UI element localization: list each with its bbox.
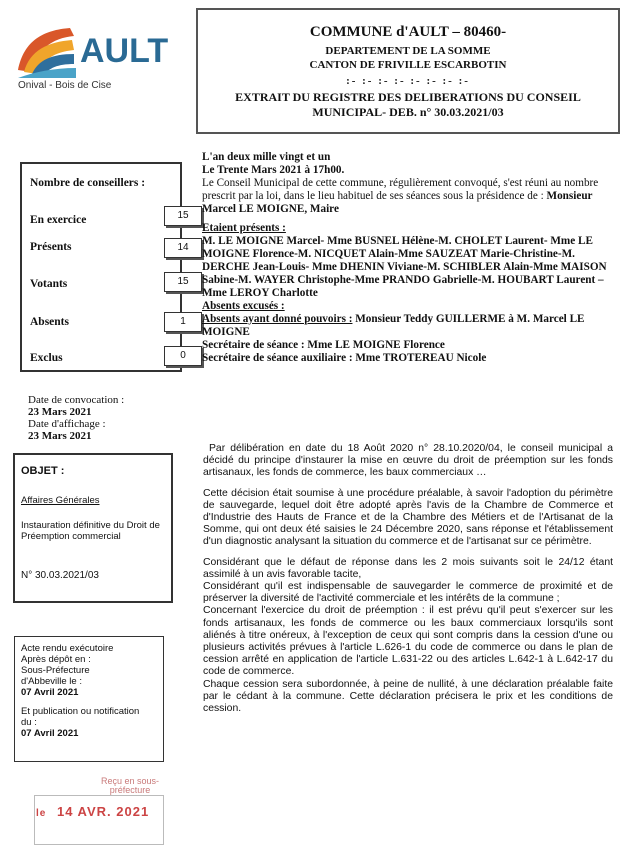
convocation-text: Le Conseil Municipal de cette commune, régulièrement convoqué, s'est réuni au nombre prescrit par la loi, dans le lieu habituel de ses séances sous la présidence de : xyxy=(202,177,599,202)
count-label-en-exercice: En exercice xyxy=(30,214,87,226)
counts-title: Nombre de conseillers : xyxy=(30,177,146,189)
acte-line-4: d'Abbeville le : xyxy=(21,676,82,687)
objet-title: OBJET : xyxy=(21,465,65,477)
paragraph-5: Concernant l'exercice du droit de préemption : il est prévu qu'il peut s'exercer sur les fonds artisanaux, les fonds de commerce ou les baux commerciaux lorsqu'ils sont aliénés à titre onéreux, à l'exception de ceux qui sont compris dans la cession d'une ou plusieurs activités prévues à l'article L.626-1 du code de commerce ou dans le plan de cession arrêté en application de l'article L.631-22 ou des articles L.642-1 à L.642-17 du code de commerce. xyxy=(203,605,613,678)
count-label-presents: Présents xyxy=(30,241,72,253)
deliberation-body xyxy=(203,443,613,715)
paragraph-6: Chaque cession sera subordonnée, à peine de nullité, à une déclaration préalable faite par le cédant à la commune. Cette déclaration précisera le prix et les conditions de cession. xyxy=(203,678,613,715)
objet-subject: Instauration définitive du Droit de Préemption commercial xyxy=(21,520,160,542)
ault-logo-icon xyxy=(14,20,184,82)
acte-line-2: Après dépôt en : xyxy=(21,654,91,665)
objet-box xyxy=(13,453,173,603)
count-label-absents: Absents xyxy=(30,316,69,328)
acte-date-depot: 07 Avril 2021 xyxy=(21,687,79,698)
count-value-presents: 14 xyxy=(164,238,202,258)
acte-line-3: Sous-Préfecture xyxy=(21,665,90,676)
secretaire-label: Secrétaire de séance : xyxy=(202,339,305,351)
acte-line-5: Et publication ou notification xyxy=(21,706,140,717)
paragraph-1: Par délibération en date du 18 Août 2020 n° 28.10.2020/04, le conseil municipal a décidé du principe d'instaurer la mise en œuvre du droit de préemption sur les fonds artisanaux, les fonds de commerce, les baux commerciaux … xyxy=(203,443,613,479)
secretaire-aux-label: Secrétaire de séance auxiliaire : xyxy=(202,352,353,364)
department: DEPARTEMENT DE LA SOMME xyxy=(325,45,491,57)
count-value-absents: 1 xyxy=(164,312,202,332)
presents-label: Etaient présents : xyxy=(202,222,286,234)
year-line: L'an deux mille vingt et un xyxy=(202,151,331,163)
objet-category: Affaires Générales xyxy=(21,495,100,506)
count-value-en-exercice: 15 xyxy=(164,206,202,226)
councillors-count-box xyxy=(20,162,189,372)
affichage-label: Date d'affichage : xyxy=(28,418,106,430)
excuses-label: Absents excusés : xyxy=(202,300,285,312)
logo-name: AULT xyxy=(80,32,169,70)
pouvoir-label: Absents ayant donné pouvoirs : xyxy=(202,313,353,325)
affichage-date: 23 Mars 2021 xyxy=(28,430,92,442)
convocation-date: 23 Mars 2021 xyxy=(28,406,92,418)
reception-stamp xyxy=(34,795,164,845)
stamp-date: 14 AVR. 2021 xyxy=(56,804,150,819)
acte-executoire-box xyxy=(14,636,164,762)
logo-subtitle: Onival - Bois de Cise xyxy=(18,80,112,91)
session-date: Le Trente Mars 2021 à 17h00. xyxy=(202,164,345,176)
objet-number: N° 30.03.2021/03 xyxy=(21,570,99,581)
extract-line-1: EXTRAIT DU REGISTRE DES DELIBERATIONS DU CONSEIL xyxy=(235,90,581,104)
count-label-exclus: Exclus xyxy=(30,352,63,364)
count-value-exclus: 0 xyxy=(164,346,202,366)
president: Monsieur Marcel LE MOIGNE, Maire xyxy=(202,190,593,215)
extract-title xyxy=(198,90,618,120)
commune-title: COMMUNE d'AULT – 80460- xyxy=(309,24,507,40)
acte-line-1: Acte rendu exécutoire xyxy=(21,643,114,654)
extract-line-2: MUNICIPAL- DEB. n° 30.03.2021/03 xyxy=(312,105,504,119)
session-details xyxy=(202,151,622,365)
separator: :- :- :- :- :- :- :- :- xyxy=(346,75,470,87)
paragraph-4: Considérant qu'il est indispensable de sauvegarder le commerce de proximité et de préserver la diversité de l'activité commerciale et les intérêts de la commune ; xyxy=(203,581,613,605)
acte-date-publication: 07 Avril 2021 xyxy=(21,728,79,739)
pouvoir-value: Monsieur Teddy GUILLERME à M. Marcel LE MOIGNE xyxy=(202,313,585,338)
presents-list: M. LE MOIGNE Marcel- Mme BUSNEL Hélène-M. CHOLET Laurent- Mme LE MOIGNE Florence-M. NICQUET Alain-Mme SAUZEAT Marie-Christine-M. DERCHE Jean-Louis- Mme DHENIN Viviane-M. SCHIBLER Alain-Mme MAISON Sabine-M. WAYER Christophe-Mme PRANDO Gabrielle-M. HOUBART Laurent – Mme LEROY Charlotte xyxy=(202,235,607,299)
header-box xyxy=(196,8,620,134)
paragraph-3: Considérant que le défaut de réponse dans les 2 mois suivants soit le 24/12 étant assimilé à un avis favorable tacite, xyxy=(203,556,613,580)
stamp-header: Reçu en sous-préfecture xyxy=(100,776,160,795)
secretaire-value: Mme LE MOIGNE Florence xyxy=(307,339,445,351)
acte-line-6: du : xyxy=(21,717,37,728)
secretaire-aux-value: Mme TROTEREAU Nicole xyxy=(355,352,487,364)
count-label-votants: Votants xyxy=(30,278,68,290)
count-value-votants: 15 xyxy=(164,272,202,292)
dates-block xyxy=(28,394,124,442)
stamp-prefix: le xyxy=(36,808,47,819)
convocation-label: Date de convocation : xyxy=(28,394,125,406)
canton: CANTON DE FRIVILLE ESCARBOTIN xyxy=(309,59,507,71)
paragraph-2: Cette décision était soumise à une procédure préalable, à savoir l'adoption du périmètre de sauvegarde, lequel doit être adopté après l'avis de la Chambre de Commerce et d'Industrie des Hauts de France et de la Chambre des Métiers et de l'Artisanat de la Somme, qui ont deux été saisies le 24 Décembre 2020, sans réponse et l'établissement d'un diagnostic analysant la situation du commerce et de l'artisanat sur ce périmètre. xyxy=(203,487,613,548)
stamp-date-line xyxy=(36,804,156,819)
